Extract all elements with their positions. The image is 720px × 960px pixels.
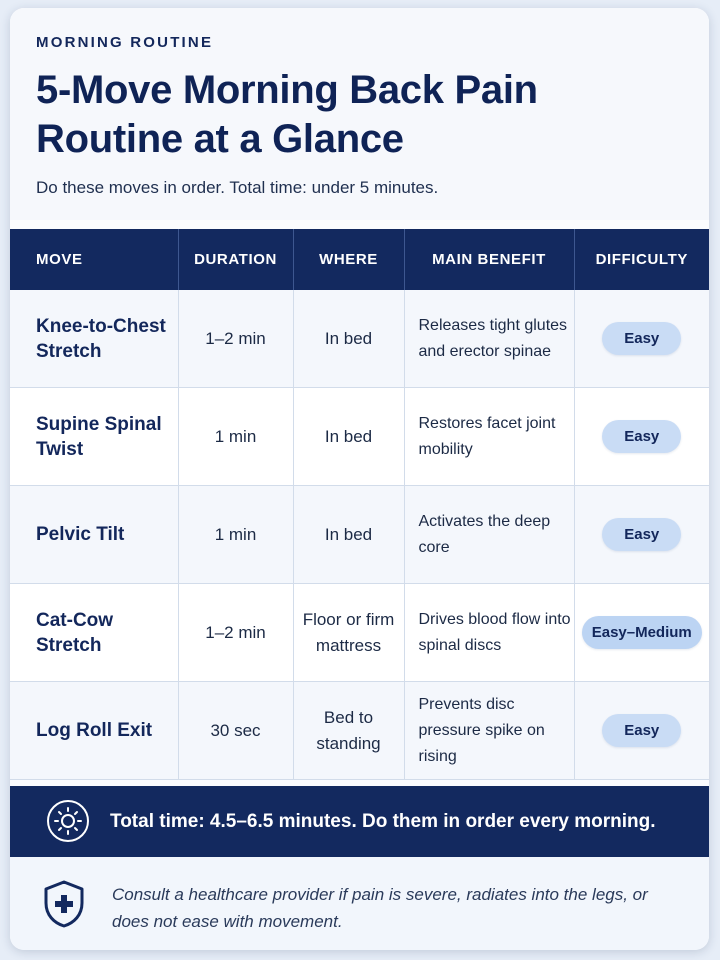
move-name: Knee-to-Chest Stretch <box>10 290 178 388</box>
table-row <box>10 486 709 584</box>
move-name: Log Roll Exit <box>10 682 178 780</box>
move-name: Supine Spinal Twist <box>10 388 178 486</box>
benefit-cell: Drives blood flow into spinal discs <box>404 584 574 682</box>
difficulty-badge: Easy <box>602 714 681 747</box>
difficulty-cell <box>574 388 709 486</box>
duration-cell: 1–2 min <box>178 290 293 388</box>
column-header-duration: DURATION <box>178 229 293 290</box>
duration-cell: 1–2 min <box>178 584 293 682</box>
difficulty-badge: Easy–Medium <box>582 616 702 649</box>
table-row <box>10 682 709 780</box>
duration-cell: 1 min <box>178 388 293 486</box>
difficulty-badge: Easy <box>602 322 681 355</box>
table-row <box>10 388 709 486</box>
benefit-cell: Activates the deep core <box>404 486 574 584</box>
table-row <box>10 584 709 682</box>
disclaimer-footer <box>10 857 709 950</box>
column-header-where: WHERE <box>293 229 404 290</box>
column-header-benefit: MAIN BENEFIT <box>404 229 574 290</box>
where-cell: Floor or firm mattress <box>293 584 404 682</box>
benefit-cell: Prevents disc pressure spike on rising <box>404 682 574 780</box>
difficulty-cell <box>574 486 709 584</box>
column-header-move: MOVE <box>10 229 178 290</box>
difficulty-cell <box>574 584 709 682</box>
eyebrow-label: MORNING ROUTINE <box>36 34 214 51</box>
sun-icon <box>46 799 90 843</box>
shield-plus-icon <box>42 879 86 929</box>
where-cell: In bed <box>293 388 404 486</box>
header <box>10 8 709 220</box>
where-cell: In bed <box>293 290 404 388</box>
table-header-row <box>10 229 709 290</box>
total-time-text: Total time: 4.5–6.5 minutes. Do them in order every morning. <box>110 811 656 832</box>
benefit-cell: Restores facet joint mobility <box>404 388 574 486</box>
difficulty-badge: Easy <box>602 420 681 453</box>
routine-table <box>10 229 709 780</box>
where-cell: In bed <box>293 486 404 584</box>
routine-card <box>10 8 709 950</box>
difficulty-cell <box>574 682 709 780</box>
total-time-banner <box>10 786 709 857</box>
column-header-difficulty: DIFFICULTY <box>574 229 709 290</box>
duration-cell: 1 min <box>178 486 293 584</box>
move-name: Cat-Cow Stretch <box>10 584 178 682</box>
difficulty-cell <box>574 290 709 388</box>
benefit-cell: Releases tight glutes and erector spinae <box>404 290 574 388</box>
table-row <box>10 290 709 388</box>
disclaimer-text: Consult a healthcare provider if pain is severe, radiates into the legs, or does not ease with movement. <box>112 885 648 931</box>
duration-cell: 30 sec <box>178 682 293 780</box>
where-cell: Bed to standing <box>293 682 404 780</box>
subtitle: Do these moves in order. Total time: under 5 minutes. <box>36 178 439 197</box>
difficulty-badge: Easy <box>602 518 681 551</box>
page-title: 5-Move Morning Back Pain Routine at a Glance <box>36 68 538 161</box>
move-name: Pelvic Tilt <box>10 486 178 584</box>
